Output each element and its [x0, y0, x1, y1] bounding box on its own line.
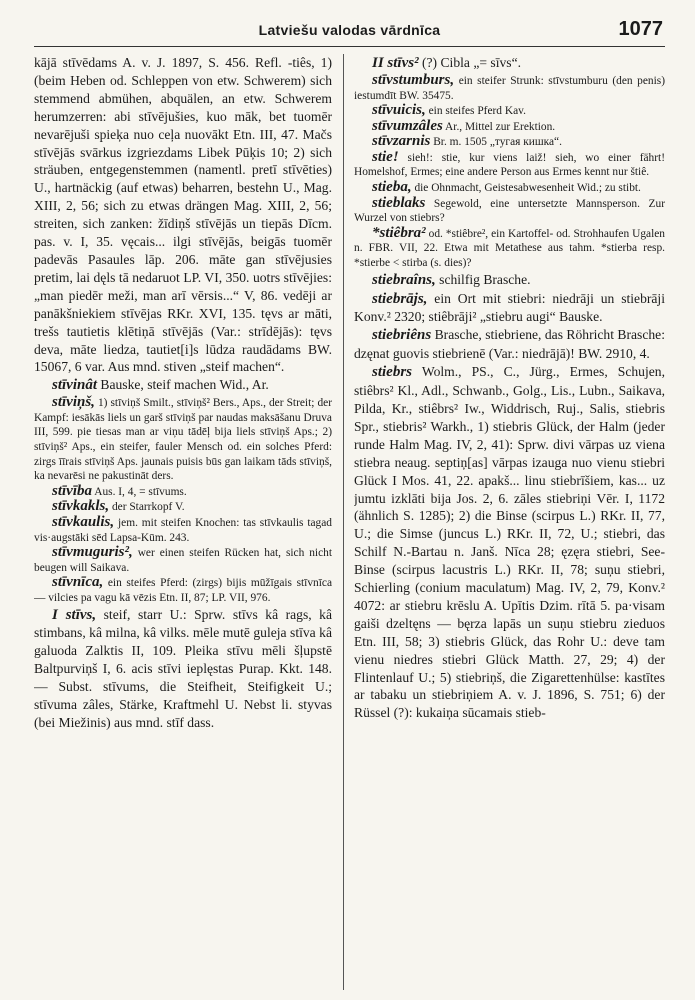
- dictionary-entry: [34, 484, 332, 500]
- entry-headword: *stiêbra²: [372, 224, 426, 241]
- dictionary-entry: [34, 376, 332, 395]
- entry-headword: stīvmuguris²,: [52, 544, 133, 561]
- entry-text: jem. mit steifen Knochen: tas stīvkaulis tagad vis·augstāki sēd Lapsa-Kūm. 243.: [34, 516, 332, 544]
- dictionary-entry: [354, 119, 665, 135]
- entry-text: ein Ort mit stiebri: niedrāji un stiebrāji Konv.² 2320; stiêbrāji² „stiebru augi“ Bauske.: [354, 290, 665, 325]
- entry-headword: stīvzarnis: [372, 133, 431, 150]
- entry-headword: stiebrājs,: [372, 290, 428, 307]
- dictionary-entry: [354, 290, 665, 327]
- dictionary-entry: [354, 196, 665, 226]
- dictionary-entry: [354, 226, 665, 271]
- dictionary-entry: [354, 326, 665, 363]
- entry-text: Ar., Mittel zur Erektion.: [442, 120, 556, 133]
- entry-headword: stie!: [372, 148, 399, 165]
- entry-text: Wolm., PS., C., Jürg., Ermes, Schujen, stiêbrs² Kl., Adl., Schwanb., Golg., Lis., Lubn., Saikava, Pilda, Kr., stiêbrs² Iw., Widdrisch, Ruj., Salis, stiebris Spr., stiebris² Warkh., 1) stiebris Glück, der Halm (jeder runde Halm Mag. IV, 2, 41): Sprw. divi vārpas uz viena stiebra neaug. septiņ[as] vārpas izauga nuo vienu stiebri Glück I Mos. 41, 22. apakš... linu stiebrīšiem, kas... uz jumtu izklāti bija Jos. 2, 6. zāles stiebriņi Vēr. I, 1172 (ähnlich S. 1285); 2) die Binse (scirpus L.) RKr. II, 77, U.; die Simse (juncus L.) RKr. II, 72, U.; stiebri, das Schilf N.-Bartau n. Janš. Nīca 28; ęzęra stiebri, See-Binse (scirpus lacustris L.) RKr. II, 78; suņu stiebri, Schierling (conium maculatum) Mag. IV, 2, 79, Konv.² 4072: ar stiebru krēslu A. Upītis Dzim. rītā 5. pa·visam gaiši dzeltęns — bęrza lapās un suņu stiebru zieduos Etn. III, 58; 3) stiebris Glück, das Rohr U.: deve tam vienu niedres stiebri Glück Matth. 27, 29; 4) der Flintenlauf U.; 5) stiebriņš, die Zigarettenhülse: kastītes ar tabaku un stiebriņiem A. v. J. 1896, S. 751; 6) der Rüssel (?): kukaiņa sūcamais stieb-: [354, 364, 665, 721]
- dictionary-entry: [34, 575, 332, 605]
- page-header: [34, 18, 665, 47]
- running-title: Latviešu valodas vārdnīca: [258, 22, 441, 38]
- entry-text: wer einen steifen Rücken hat, sich nicht beugen will Saikava.: [34, 547, 332, 574]
- entry-text: ein steifes Pferd Kav.: [425, 105, 526, 118]
- entry-text: steif, starr U.: Sprw. stīvs kâ rags, kâ stimbans, kâ milna, kâ vilks. mēle mutē guleja stīva kâ galuoda Zalktis II, 109. Pleika stīvu mēli šļupstē Baltpurviņš I, 6. acis stīvi ieplęstas Purap. Kkt. 148. — Subst. stīvums, die Steifheit, Steifigkeit U.; stīvuma zâles, Stärke, Kraftmehl U. Nebst li. styvas (bei Miežinis) aus mnd. stīf dass.: [34, 606, 332, 730]
- dictionary-entry: [354, 150, 665, 180]
- entry-headword: stīvstumburs,: [372, 71, 455, 88]
- entry-text: ein steifes Pferd: (zirgs) bijis mūžīgais stīvnīca — vilcies pa vagu kā vēzis Etn. II, 87; LP. VII, 976.: [34, 577, 332, 604]
- entry-text: Aus. I, 4, = stīvums.: [92, 485, 187, 498]
- dictionary-entry: [34, 499, 332, 515]
- entry-headword: stīvkakls,: [52, 498, 110, 515]
- dictionary-entry: [354, 73, 665, 103]
- dictionary-entry: [354, 134, 665, 150]
- entry-text: sieh!: stie, kur viens laiž! sieh, wo einer fährt! Homelshof, Ermes; eine andere Person aus Ermes kennt nur štiê.: [354, 151, 665, 179]
- entry-headword: stīvumzâles: [372, 117, 443, 134]
- dictionary-entry: [34, 395, 332, 484]
- entry-headword: stīvnīca,: [52, 574, 104, 591]
- entry-headword: stiebrs: [372, 364, 413, 381]
- entry-text: 1) stīviņš Smilt., stīviņš² Bers., Aps., der Streit; der Kampf: iesākās liels un garš stīviņš par naudas maksāšanu Druva III, 599. pie tiesas man ar viņu tādēļ bija liels stīviņš Aps.; 2) stīviņš² Aps., ein steifer, fauler Mensch od. ein solches Pferd: zirgs īīrais stīviņš Aps. jaunais puisis būs gan laikam tāds stīviņš, ka nevarēsi ne pakustināt ders.: [34, 397, 332, 483]
- dictionary-entry: [34, 606, 332, 732]
- entry-text: schilfig Brasche.: [435, 271, 531, 287]
- dictionary-entry: [34, 545, 332, 575]
- column-divider: [343, 54, 344, 990]
- entry-headword: I stīvs,: [52, 606, 97, 623]
- text-columns: [34, 54, 665, 990]
- dictionary-entry: [354, 363, 665, 722]
- entry-headword: stīvuicis,: [372, 102, 426, 119]
- entry-text: die Ohnmacht, Geistesabwesenheit Wid.; zu stibt.: [411, 182, 641, 195]
- entry-headword: stīviņš,: [52, 394, 95, 411]
- left-column: [34, 54, 332, 990]
- entry-text: Br. m. 1505 „тугая кишка“.: [430, 136, 562, 149]
- entry-text: der Starrkopf V.: [109, 501, 185, 514]
- entry-text: Segewold, eine untersetzte Mannsperson. Zur Wurzel von stiebrs?: [354, 197, 665, 225]
- entry-headword: stīvkaulis,: [52, 513, 115, 530]
- dictionary-entry: [34, 515, 332, 545]
- entry-headword: stieblaks: [372, 194, 426, 211]
- entry-headword: stiebraîns,: [372, 271, 436, 288]
- page-number: 1077: [618, 18, 663, 40]
- entry-headword: stiebriêns: [372, 327, 432, 344]
- entry-text: Brasche, stiebriene, das Röhricht Brasche: dzęnat guovis stiebrienē (Var.: niedrājā)! BW. 2910, 4.: [354, 327, 665, 362]
- entry-headword: stīvinât: [52, 377, 98, 394]
- dictionary-entry: [34, 54, 332, 376]
- entry-headword: II stīvs²: [372, 55, 419, 71]
- dictionary-entry: [354, 103, 665, 119]
- dictionary-entry: [354, 54, 665, 73]
- entry-text: Bauske, steif machen Wid., Ar.: [97, 377, 269, 393]
- dictionary-entry: [354, 271, 665, 290]
- entry-text: ein steifer Strunk: stīvstumburu (den penis) iestumdīt BW. 35475.: [354, 74, 665, 102]
- right-column: [354, 54, 665, 990]
- entry-text: (?) Cibla „= sīvs“.: [418, 55, 522, 70]
- entry-text: od. *stiêbre², ein Kartoffel- od. Strohhaufen Ugalen n. FBR. VII, 22. Etwa mit Metathese aus tahm. *stierba resp. *stierbe < stirba (s. dies)?: [354, 227, 665, 270]
- entry-text: kājā stīvēdams A. v. J. 1897, S. 456. Refl. -tiês, 1) (beim Heben od. Schleppen von etw. Schwerem) sich stemmend abmühen, abquälen, an etw. Schwerem herumzerren: abi stīvējušies, kuo māk, bet tuomēr nevarējuši spieķa nuo ceļa nuovākt Etn. III, 47. Mačs stīvējās svārkus izgriezdams Libek Pūķis 10; 2) sich sträuben, entgegenstemmen (namentl. pretī stīvēties) U., hartnäckig (auf etwas) beharren, bestehn U., Mag. XIII, 2, 56; sich zu etwas drängen Mag. XIII, 2, 56; streiten, sich zanken: žīdiņš stīvējās un tiepās Dīcm. pas. v. I, 35. vęcais... ilgi stīvējās, beigās tuomēr padevās Pasaules lāp. 206. māte gan stīvējusies pretim, lai dęls tā nedaruot LP. VI, 350. uotrs stīvējies: „man piedēr meži, man arī vērsis...“ V, 86. vedēji ar panākšniekiem stīvējas RKr. XVI, 135. tęvs ar māti, trešs tautietis klētiņā stīvējās (Var.: strīdējās): tęvs deva, māte liedza, tautiet[i]s lūdza raudādams BW. 15067, 6 var. Aus mnd. stiven „steif machen“.: [34, 55, 332, 375]
- dictionary-entry: [354, 180, 665, 196]
- entry-headword: stīvība: [52, 482, 92, 499]
- entry-headword: stieba,: [372, 179, 412, 196]
